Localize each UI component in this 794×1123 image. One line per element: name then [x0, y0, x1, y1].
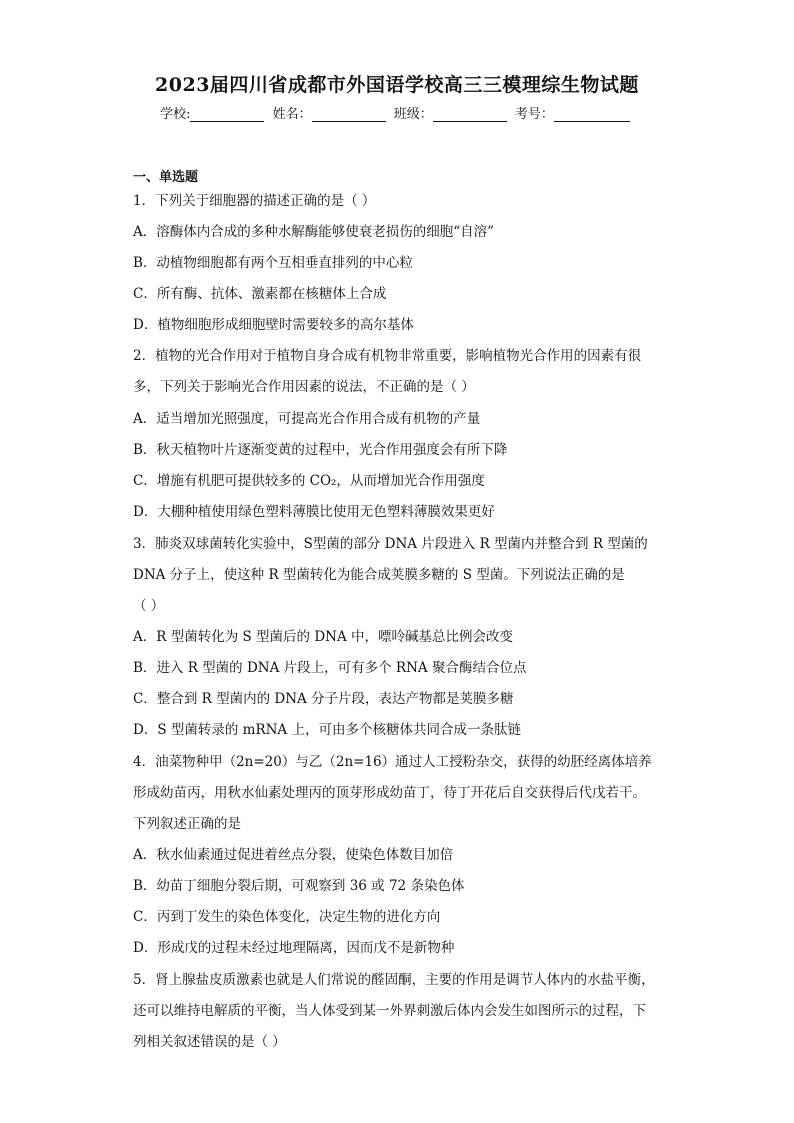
option-line: C．增施有机肥可提供较多的 CO₂，从而增加光合作用强度	[133, 473, 485, 489]
option-line: D．S 型菌转录的 mRNA 上，可由多个核糖体共同合成一条肽链	[133, 722, 521, 738]
question-line: 3．肺炎双球菌转化实验中，S型菌的部分 DNA 片段进入 R 型菌内并整合到 R 型菌的	[133, 536, 648, 552]
question-line: DNA 分子上，使这种 R 型菌转化为能合成荚膜多糖的 S 型菌。下列说法正确的是	[133, 567, 625, 583]
class-label: 班级：	[393, 107, 433, 122]
question-line: 4．油菜物种甲（2n=20）与乙（2n=16）通过人工授粉杂交，获得的幼胚经离体培养	[133, 754, 652, 770]
option-line: A．适当增加光照强度，可提高光合作用合成有机物的产量	[133, 411, 481, 427]
class-blank[interactable]	[433, 107, 507, 122]
name-blank[interactable]	[312, 107, 386, 122]
option-line: C．所有酶、抗体、激素都在核糖体上合成	[133, 286, 387, 302]
exam-number-blank[interactable]	[554, 107, 630, 122]
question-line: 列相关叙述错误的是（ ）	[133, 1034, 286, 1050]
option-line: B．秋天植物叶片逐渐变黄的过程中，光合作用强度会有所下降	[133, 442, 508, 458]
option-line: D．大棚种植使用绿色塑料薄膜比使用无色塑料薄膜效果更好	[133, 504, 495, 520]
name-label: 姓名：	[272, 107, 312, 122]
option-line: B．幼苗丁细胞分裂后期，可观察到 36 或 72 条染色体	[133, 878, 465, 894]
question-line: （ ）	[133, 598, 165, 614]
option-line: A．溶酶体内合成的多种水解酶能够使衰老损伤的细胞“自溶”	[133, 224, 495, 240]
option-line: B．进入 R 型菌的 DNA 片段上，可有多个 RNA 聚合酶结合位点	[133, 660, 527, 676]
question-line: 还可以维持电解质的平衡，当人体受到某一外界刺激后体内会发生如图所示的过程，下	[133, 1003, 646, 1019]
question-line: 下列叙述正确的是	[133, 816, 241, 832]
school-label: 学校:	[160, 107, 191, 122]
option-line: D．形成戊的过程未经过地理隔离，因而戊不是新物种	[133, 940, 455, 956]
question-line: 5．肾上腺盐皮质激素也就是人们常说的醛固酮，主要的作用是调节人体内的水盐平衡，	[133, 972, 655, 988]
page-title: 2023届四川省成都市外国语学校高三三模理综生物试题	[155, 74, 639, 96]
section-heading: 一、单选题	[133, 170, 199, 185]
option-line: A．R 型菌转化为 S 型菌后的 DNA 中，嘌呤碱基总比例会改变	[133, 629, 514, 645]
option-line: B．动植物细胞都有两个互相垂直排列的中心粒	[133, 255, 413, 271]
question-line: 形成幼苗丙，用秋水仙素处理丙的顶芽形成幼苗丁，待丁开花后自交获得后代戊若干。	[133, 785, 646, 801]
question-line: 多，下列关于影响光合作用因素的说法，不正确的是（ ）	[133, 379, 475, 395]
school-blank[interactable]	[190, 107, 264, 122]
question-line: 2．植物的光合作用对于植物自身合成有机物非常重要，影响植物光合作用的因素有很	[133, 348, 642, 364]
option-line: C．整合到 R 型菌内的 DNA 分子片段，表达产物都是荚膜多糖	[133, 691, 514, 707]
option-line: C．丙到丁发生的染色体变化，决定生物的进化方向	[133, 909, 441, 925]
option-line: A．秋水仙素通过促进着丝点分裂，使染色体数目加倍	[133, 847, 454, 863]
student-info-row	[0, 103, 794, 122]
exam-number-label: 考号：	[514, 107, 554, 122]
option-line: D．植物细胞形成细胞壁时需要较多的高尔基体	[133, 317, 414, 333]
question-line: 1．下列关于细胞器的描述正确的是（ ）	[133, 193, 376, 209]
